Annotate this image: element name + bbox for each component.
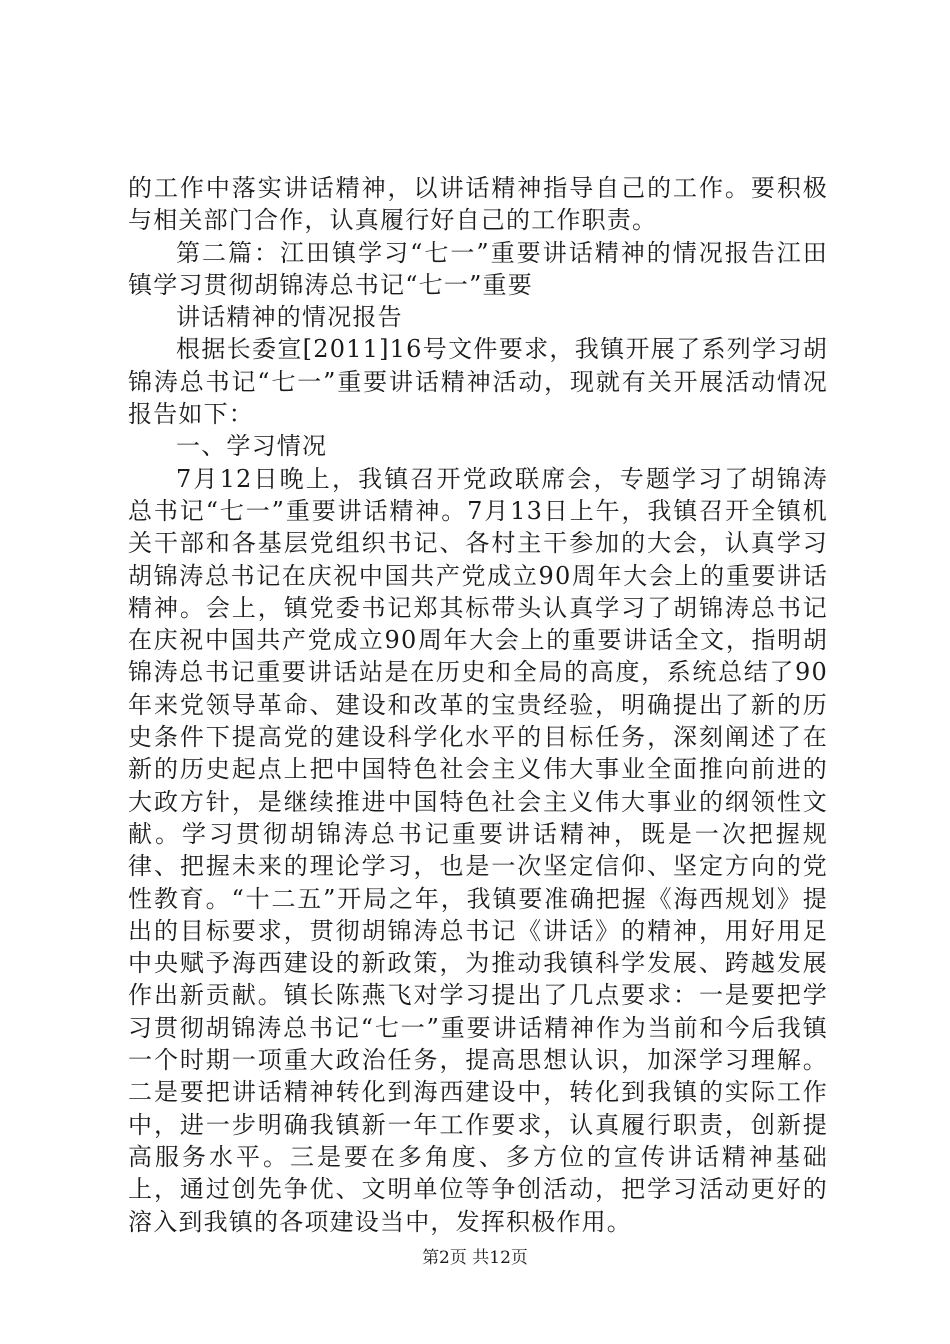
paragraph-report-title: 讲话精神的情况报告 xyxy=(176,303,403,332)
page-footer: 第2页 共12页 xyxy=(422,1248,528,1268)
document-body xyxy=(128,172,828,1238)
paragraph-study-details: 7月12日晚上，我镇召开党政联席会，专题学习了胡锦涛总书记“七一”重要讲话精神。7月13日上午，我镇召开全镇机关干部和各基层党组织书记、各村主干参加的大会，认真学习胡锦涛总书记在庆祝中国共产党成立90周年大会上的重要讲话精神。会上，镇党委书记郑其标带头认真学习了胡锦涛总书记在庆祝中国共产党成立90周年大会上的重要讲话全文，指明胡锦涛总书记重要讲话站是在历史和全局的高度，系统总结了90年来党领导革命、建设和改革的宝贵经验，明确提出了新的历史条件下提高党的建设科学化水平的目标任务，深刻阐述了在新的历史起点上把中国特色社会主义伟大事业全面推向前进的大政方针，是继续推进中国特色社会主义伟大事业的纲领性文献。学习贯彻胡锦涛总书记重要讲话精神，既是一次把握规律、把握未来的理论学习，也是一次坚定信仰、坚定方向的党性教育。“十二五”开局之年，我镇要准确把握《海西规划》提出的目标要求，贯彻胡锦涛总书记《讲话》的精神，用好用足中央赋予海西建设的新政策，为推动我镇科学发展、跨越发展作出新贡献。镇长陈燕飞对学习提出了几点要求：一是要把学习贯彻胡锦涛总书记“七一”重要讲话精神作为当前和今后我镇一个时期一项重大政治任务，提高思想认识，加深学习理解。二是要把讲话精神转化到海西建设中，转化到我镇的实际工作中，进一步明确我镇新一年工作要求，认真履行职责，创新提高服务水平。三是要在多角度、多方位的宣传讲话精神基础上，通过创先争优、文明单位等争创活动，把学习活动更好的溶入到我镇的各项建设当中，发挥积极作用。 xyxy=(128,464,828,1236)
paragraph-continuation: 的工作中落实讲话精神，以讲话精神指导自己的工作。要积极与相关部门合作，认真履行好自己的工作职责。 xyxy=(128,174,828,235)
paragraph-section-title: 第二篇：江田镇学习“七一”重要讲话精神的情况报告江田镇学习贯彻胡锦涛总书记“七一”重要 xyxy=(128,238,828,299)
paragraph-intro: 根据长委宣[2011]16号文件要求，我镇开展了系列学习胡锦涛总书记“七一”重要讲话精神活动，现就有关开展活动情况报告如下： xyxy=(128,335,828,429)
paragraph-heading-study: 一、学习情况 xyxy=(176,432,328,461)
